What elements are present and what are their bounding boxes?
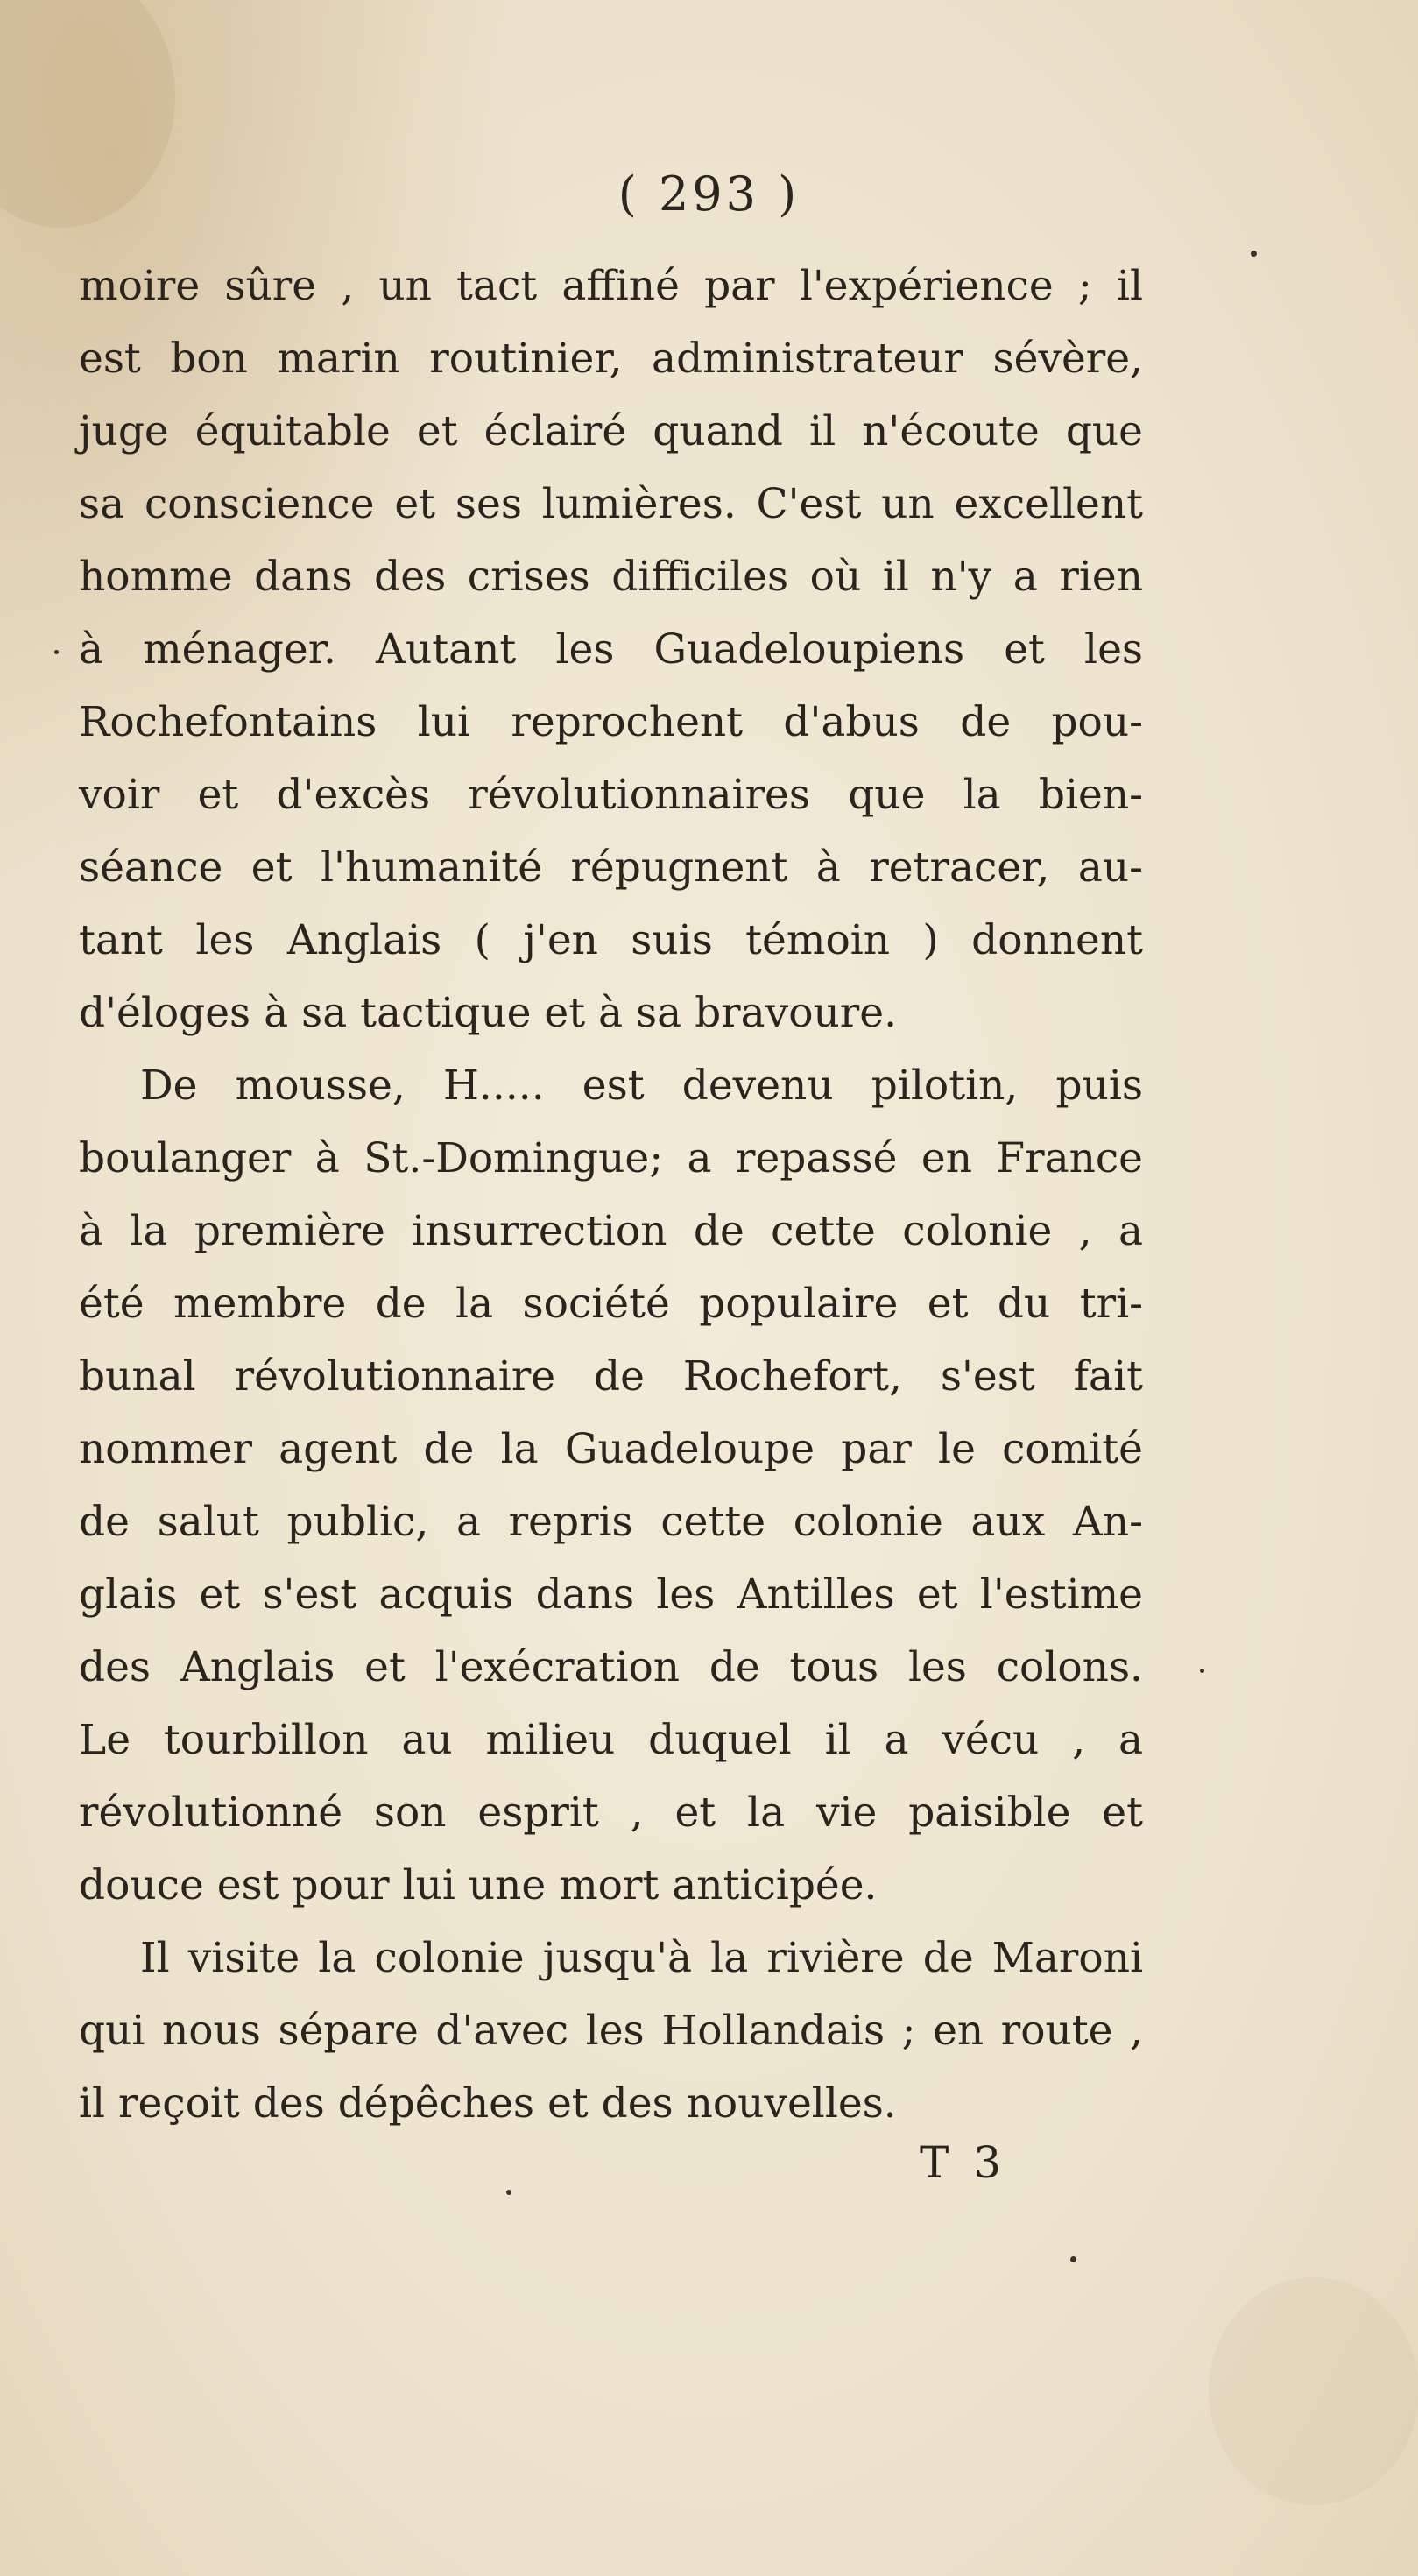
ink-speck [54,650,59,654]
text-line: d'éloges à sa tactique et à sa bravoure. [79,989,898,1037]
text-line: séance et l'humanité répugnent à retracer, au- [79,843,1143,892]
text-line: moire sûre , un tact affiné par l'expérience ; il [79,262,1143,310]
text-line: Rochefontains lui reprochent d'abus de pou- [79,698,1143,746]
paper-stain [1209,2277,1418,2505]
signature-mark: T 3 [920,2137,1007,2188]
text-line: est bon marin routinier, administrateur sévère, [79,335,1143,383]
ink-speck [1070,2256,1076,2262]
text-line: révolutionné son esprit , et la vie paisible et [79,1789,1143,1837]
text-line: de salut public, a repris cette colonie aux An- [79,1498,1143,1546]
text-line: glais et s'est acquis dans les Antilles et l'estime [79,1570,1143,1619]
text-line: Le tourbillon au milieu duquel il a vécu , a [79,1716,1143,1764]
text-line: été membre de la société populaire et du tri- [79,1280,1143,1328]
ink-speck [1200,1669,1204,1673]
ink-speck [1251,251,1257,257]
paragraph-start-line: De mousse, H..... est devenu pilotin, puis [140,1062,1143,1110]
text-line: sa conscience et ses lumières. C'est un excellent [79,480,1143,528]
text-line: qui nous sépare d'avec les Hollandais ; en route , [79,2007,1143,2055]
paragraph-start-line: Il visite la colonie jusqu'à la rivière de Maroni [140,1934,1143,1982]
text-line: homme dans des crises difficiles où il n'y a rien [79,553,1143,601]
page-text [79,250,1143,2140]
text-line: des Anglais et l'exécration de tous les colons. [79,1643,1143,1691]
text-line: voir et d'excès révolutionnaires que la bien- [79,771,1143,819]
text-line: bunal révolutionnaire de Rochefort, s'est fait [79,1352,1143,1401]
page-number: ( 293 ) [617,166,801,222]
text-line: tant les Anglais ( j'en suis témoin ) donnent [79,916,1143,964]
text-line: à la première insurrection de cette colonie , a [79,1207,1143,1255]
text-line: boulanger à St.-Domingue; a repassé en France [79,1134,1143,1182]
text-line: à ménager. Autant les Guadeloupiens et les [79,625,1143,674]
text-line: il reçoit des dépêches et des nouvelles. [79,2079,897,2128]
text-line: douce est pour lui une mort anticipée. [79,1861,878,1909]
text-line: juge équitable et éclairé quand il n'écoute que [79,407,1143,455]
text-line: nommer agent de la Guadeloupe par le comité [79,1425,1143,1473]
ink-speck [506,2190,511,2195]
